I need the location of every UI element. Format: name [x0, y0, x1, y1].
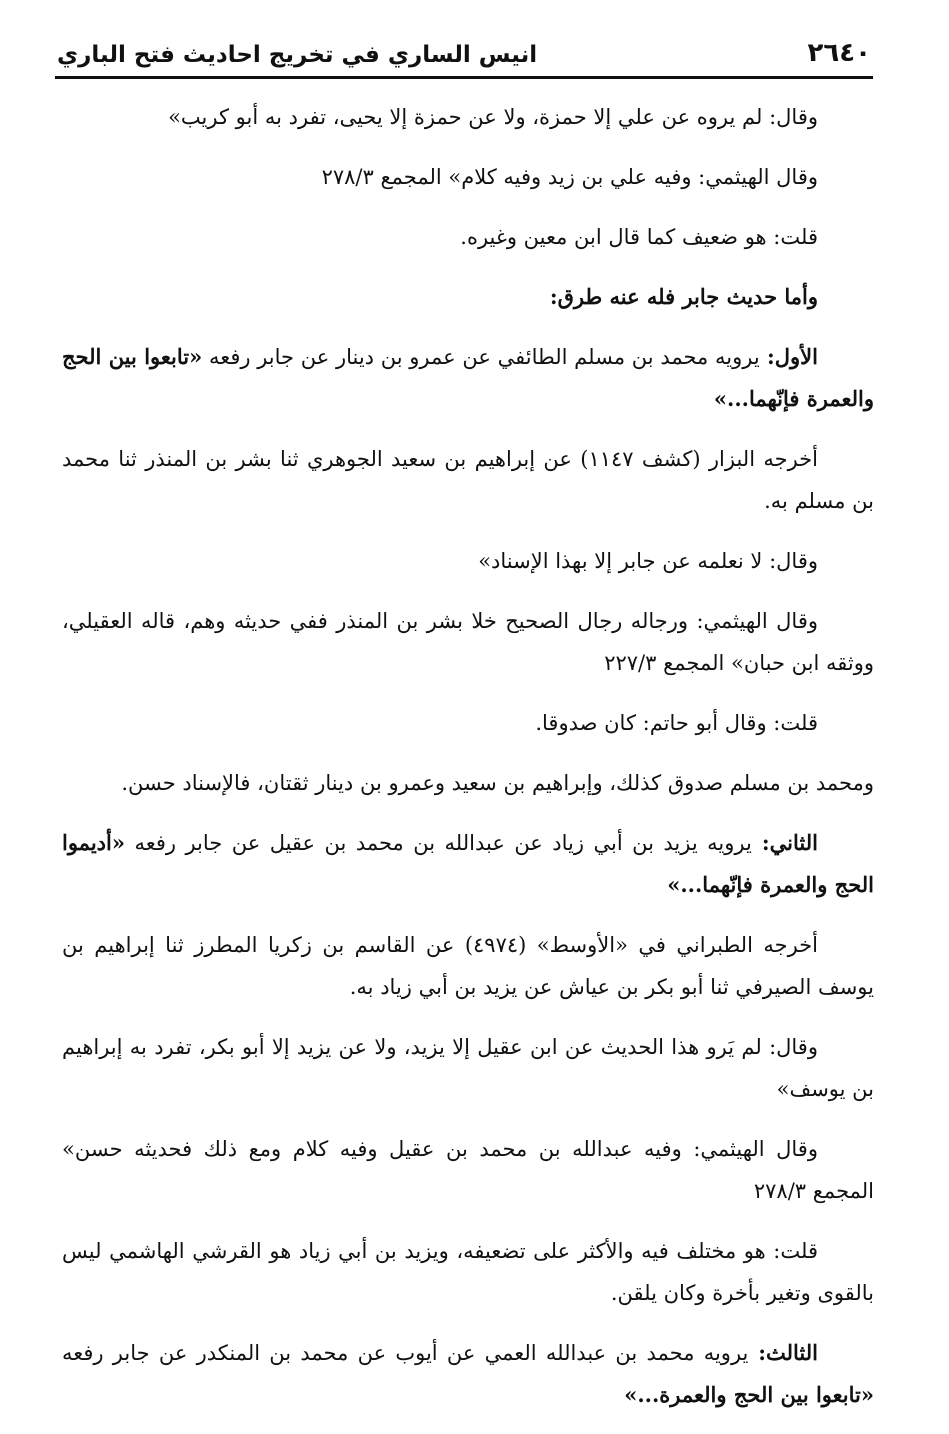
paragraph	[62, 600, 874, 684]
paragraph	[62, 336, 874, 420]
paragraph-text: هو ضعيف كما قال ابن معين وغيره.	[460, 225, 767, 249]
paragraph	[62, 216, 874, 258]
hadith-quote: «تابعوا بين الحج والعمرة فإنّهما...»	[62, 344, 874, 411]
paragraph-text: ورجاله رجال الصحيح خلا بشر بن المنذر ففي حديثه وهم، قاله العقيلي، ووثقه ابن حبان» المجمع ٢٢٧/٣	[62, 609, 874, 675]
paragraph	[62, 822, 874, 906]
paragraph-text: ومحمد بن مسلم صدوق كذلك، وإبراهيم بن سعيد وعمرو بن دينار ثقتان، فالإسناد حسن.	[121, 771, 874, 795]
paragraph-text: أخرجه الطبراني في «الأوسط» (٤٩٧٤) عن القاسم بن زكريا المطرز ثنا إبراهيم بن يوسف الصيرفي ثنا أبو بكر بن عياش عن يزيد بن أبي زياد به.	[62, 933, 874, 999]
paragraph-label: وقال:	[761, 1035, 818, 1059]
paragraph-text: يرويه محمد بن عبدالله العمي عن أيوب عن محمد بن المنكدر عن جابر رفعه	[62, 1341, 749, 1365]
paragraph-label: قلت:	[765, 1239, 818, 1263]
paragraph-text: لم يروه عن علي إلا حمزة، ولا عن حمزة إلا يحيى، تفرد به أبو كريب»	[168, 105, 763, 129]
paragraph-label: وقال الهيثمي:	[688, 609, 818, 633]
paragraph	[62, 702, 874, 744]
paragraph	[62, 96, 874, 138]
paragraph-text: وقال أبو حاتم: كان صدوقا.	[535, 711, 767, 735]
page-header	[55, 36, 873, 79]
hadith-quote: «أديموا الحج والعمرة فإنّهما...»	[62, 830, 874, 897]
paragraph	[62, 1026, 874, 1110]
paragraph-label: قلت:	[766, 225, 818, 249]
paragraph-label: قلت:	[766, 711, 818, 735]
paragraph-label: وقال:	[762, 549, 818, 573]
paragraph-text: وأما حديث جابر فله عنه طرق:	[549, 284, 818, 309]
hadith-quote: «تابعوا بين الحج والعمرة...»	[624, 1382, 874, 1407]
paragraph-text: أخرجه البزار (كشف ١١٤٧) عن إبراهيم بن سعيد الجوهري ثنا بشر بن المنذر ثنا محمد بن مسلم به.	[62, 447, 874, 513]
paragraph	[62, 156, 874, 198]
page-number: ٢٦٤٠	[807, 38, 871, 68]
paragraph-text: يرويه يزيد بن أبي زياد عن عبدالله بن محمد بن عقيل عن جابر رفعه	[124, 831, 752, 855]
paragraph	[62, 1230, 874, 1314]
section-heading	[62, 276, 874, 318]
paragraph	[62, 924, 874, 1008]
paragraph	[62, 1128, 874, 1212]
paragraph-label: الثاني:	[751, 830, 818, 855]
paragraph-label: وقال:	[762, 105, 818, 129]
paragraph-text: لا نعلمه عن جابر إلا بهذا الإسناد»	[478, 549, 763, 573]
paragraph	[62, 438, 874, 522]
paragraph-text: لم يَرو هذا الحديث عن ابن عقيل إلا يزيد، ولا عن يزيد إلا أبو بكر، تفرد به إبراهيم بن يوسف»	[62, 1035, 874, 1101]
running-title: انيس الساري في تخريج احاديث فتح الباري	[57, 42, 538, 68]
paragraph	[62, 1332, 874, 1416]
paragraph-text: هو مختلف فيه والأكثر على تضعيفه، ويزيد بن أبي زياد هو القرشي الهاشمي ليس بالقوى وتغير بأخرة وكان يلقن.	[62, 1239, 874, 1305]
paragraph-label: الأول:	[759, 344, 818, 369]
paragraph-text: يرويه محمد بن مسلم الطائفي عن عمرو بن دينار عن جابر رفعه	[202, 345, 760, 369]
paragraph-label: وقال الهيثمي:	[681, 1137, 818, 1161]
paragraph-text: وفيه عبدالله بن محمد بن عقيل وفيه كلام ومع ذلك فحديثه حسن» المجمع ٢٧٨/٣	[62, 1137, 874, 1203]
paragraph-label: وقال الهيثمي:	[691, 165, 818, 189]
main-text	[62, 96, 874, 1434]
paragraph-label: الثالث:	[748, 1340, 819, 1365]
paragraph-text: وفيه علي بن زيد وفيه كلام» المجمع ٢٧٨/٣	[321, 165, 692, 189]
paragraph	[62, 540, 874, 582]
paragraph	[62, 762, 874, 804]
